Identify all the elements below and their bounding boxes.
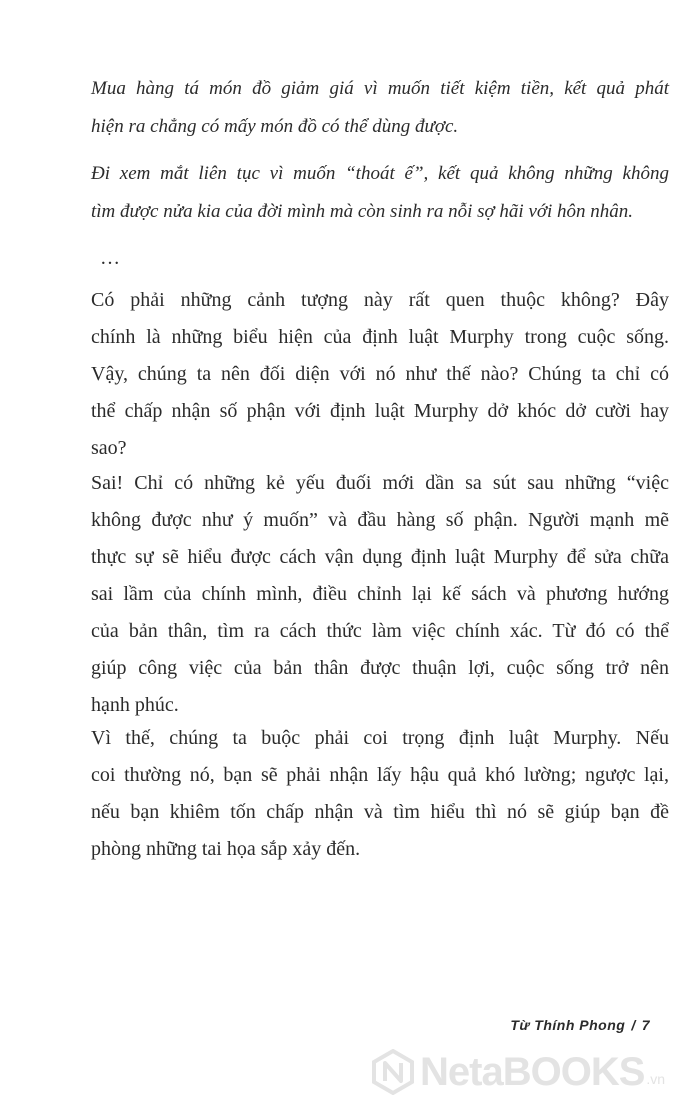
text-line: phòng những tai họa sắp xảy đến. xyxy=(91,838,361,860)
text-line: Đi xem mắt liên tục vì muốn “thoát ế”, kết quả không những không xyxy=(91,163,669,184)
paragraph-ellipsis xyxy=(100,240,200,277)
text-line: giúp công việc của bản thân được thuận lợi, cuộc sống trở nên xyxy=(91,657,669,679)
text-line: tìm được nửa kia của đời mình mà còn sinh ra nỗi sợ hãi với hôn nhân. xyxy=(91,201,634,222)
paragraph-example-dating xyxy=(91,155,669,231)
text-line: coi thường nó, bạn sẽ phải nhận lấy hậu quả khó lường; ngược lại, xyxy=(91,764,669,786)
paragraph-answer xyxy=(91,465,669,724)
text-line: nếu bạn khiêm tốn chấp nhận và tìm hiểu thì nó sẽ giúp bạn đề xyxy=(91,801,669,823)
watermark xyxy=(370,1042,695,1102)
netabooks-logo-icon xyxy=(370,1049,416,1095)
page-footer xyxy=(510,1017,650,1033)
paragraph-conclusion xyxy=(91,720,669,868)
text-line: không được như ý muốn” và đầu hàng số phận. Người mạnh mẽ xyxy=(91,509,669,531)
page-number: 7 xyxy=(641,1017,650,1033)
text-line: sai lầm của chính mình, điều chỉnh lại kế sách và phương hướng xyxy=(91,583,669,605)
text-line: sao? xyxy=(91,437,127,459)
text-line: Sai! Chỉ có những kẻ yếu đuối mới dần sa sút sau những “việc xyxy=(91,472,669,494)
text-line: hiện ra chẳng có mấy món đồ có thể dùng được. xyxy=(91,116,459,137)
footer-separator: / xyxy=(631,1017,636,1033)
text-line: thực sự sẽ hiểu được cách vận dụng định luật Murphy để sửa chữa xyxy=(91,546,669,568)
text-line: của bản thân, tìm ra cách thức làm việc chính xác. Từ đó có thể xyxy=(91,620,669,642)
watermark-suffix: .vn xyxy=(646,1071,666,1087)
ellipsis: … xyxy=(100,247,120,269)
text-line: Mua hàng tá món đồ giảm giá vì muốn tiết kiệm tiền, kết quả phát xyxy=(91,78,669,99)
text-line: hạnh phúc. xyxy=(91,694,179,716)
paragraph-example-shopping xyxy=(91,70,669,146)
text-line: Vì thế, chúng ta buộc phải coi trọng định luật Murphy. Nếu xyxy=(91,727,669,749)
author-name: Từ Thính Phong xyxy=(510,1017,626,1033)
text-line: Vậy, chúng ta nên đối diện với nó như thế nào? Chúng ta chỉ có xyxy=(91,363,669,385)
text-line: chính là những biểu hiện của định luật Murphy trong cuộc sống. xyxy=(91,326,669,348)
text-line: thể chấp nhận số phận với định luật Murphy dở khóc dở cười hay xyxy=(91,400,669,422)
text-line: Có phải những cảnh tượng này rất quen thuộc không? Đây xyxy=(91,289,669,311)
paragraph-question xyxy=(91,282,669,467)
watermark-brand: NetaBOOKS xyxy=(420,1050,645,1094)
